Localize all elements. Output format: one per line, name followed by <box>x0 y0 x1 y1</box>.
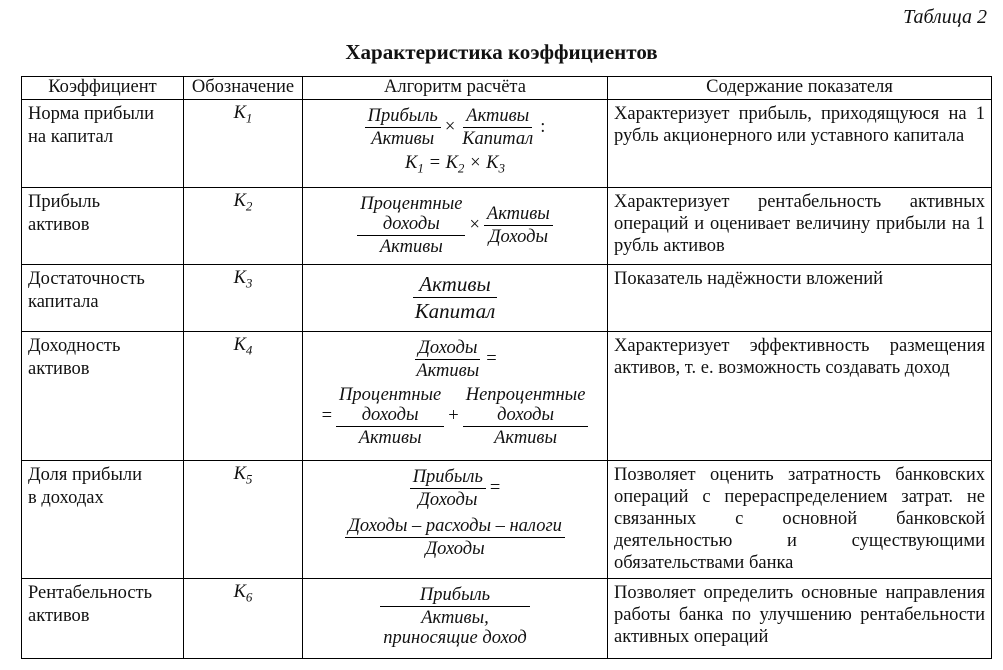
header-coefficient: Коэффициент <box>22 77 184 100</box>
coefficient-symbol: $K_3$ <box>184 265 303 332</box>
table-title: Характеристика коэффициентов <box>345 40 658 64</box>
header-content: Содержание показателя <box>608 77 992 100</box>
coefficient-symbol: $K_2$ <box>184 188 303 265</box>
algorithm-formula: $\frac{\text{Доходы}}{\text{Активы}}$ = = Процентные доходы Активы + Непроцентные доходы Активы <box>303 332 608 461</box>
coefficient-name: Рентабельность активов <box>22 579 184 659</box>
coefficient-symbol: $K_5$ <box>184 461 303 579</box>
content-description: Позволяет оценить затратность банковских операций с перераспределением затрат. не связанных с основной банковской деятельностью и существующими обязательствами банка <box>608 461 992 579</box>
coefficient-name: Доходность активов <box>22 332 184 461</box>
coefficient-name: Норма прибыли на капитал <box>22 100 184 188</box>
coefficient-symbol: $K_1$ <box>184 100 303 188</box>
coefficient-name: Достаточность капитала <box>22 265 184 332</box>
table-caption: Таблица 2 <box>903 6 987 28</box>
table-row <box>22 100 992 188</box>
content-description: Характеризует рентабельность активных операций и оценивает величину прибыли на 1 рубль активов <box>608 188 992 265</box>
table-row <box>22 579 992 659</box>
table-row <box>22 461 992 579</box>
coefficients-table <box>21 76 992 659</box>
header-symbol: Обозначение <box>184 77 303 100</box>
coefficient-name: Прибыль активов <box>22 188 184 265</box>
header-row <box>22 77 992 100</box>
algorithm-formula: $\frac{\text{Прибыль}}{\text{Доходы}}$ = $\frac{\text{Доходы – расходы – налоги}}{\text{Доходы}}$ <box>303 461 608 579</box>
coefficient-symbol: $K_4$ <box>184 332 303 461</box>
content-description: Характеризует прибыль, приходящуюся на 1 рубль акционерного или уставного капитала <box>608 100 992 188</box>
content-description: Характеризует эффективность размещения активов, т. е. возможность создавать доход <box>608 332 992 461</box>
content-description: Показатель надёжности вложений <box>608 265 992 332</box>
table-row <box>22 265 992 332</box>
algorithm-formula: Прибыль Активы, приносящие доход <box>303 579 608 659</box>
table-row <box>22 188 992 265</box>
coefficient-name: Доля прибыли в доходах <box>22 461 184 579</box>
header-algorithm: Алгоритм расчёта <box>303 77 608 100</box>
algorithm-formula: $\frac{\text{Прибыль}}{\text{Активы}}$ × $\frac{\text{Активы}}{\text{Капитал}}$ : $K_1 = K_2 \times K_3$ <box>303 100 608 188</box>
algorithm-formula: $\frac{\text{Активы}}{\text{Капитал}}$ <box>303 265 608 332</box>
algorithm-formula: Процентные доходы Активы × $\frac{\text{Активы}}{\text{Доходы}}$ <box>303 188 608 265</box>
coefficient-symbol: $K_6$ <box>184 579 303 659</box>
content-description: Позволяет определить основные направления работы банка по улучшению рентабельности активных операций <box>608 579 992 659</box>
table-row <box>22 332 992 461</box>
